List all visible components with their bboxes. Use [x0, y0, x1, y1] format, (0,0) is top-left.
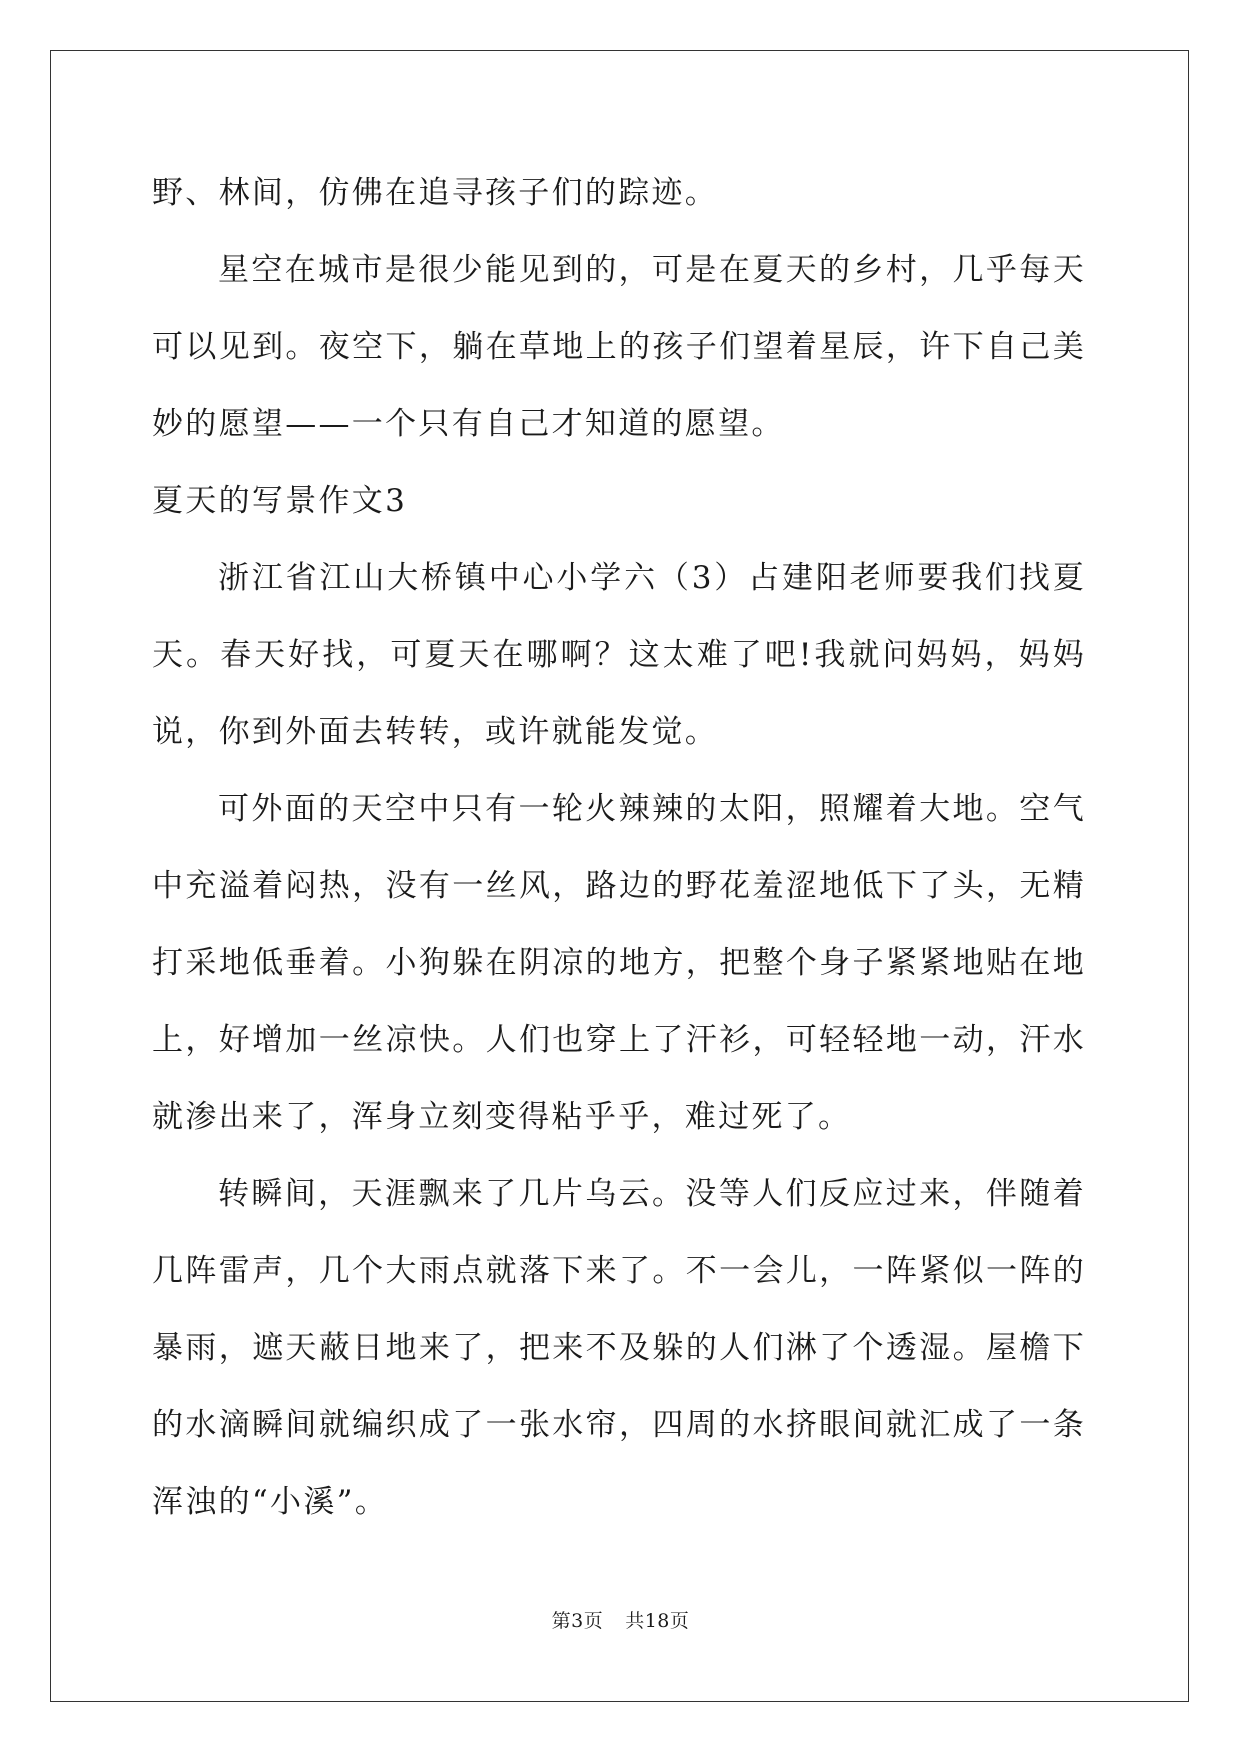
paragraph-2: 星空在城市是很少能见到的，可是在夏天的乡村，几乎每天可以见到。夜空下，躺在草地上的孩子们望着星辰，许下自己美妙的愿望——一个只有自己才知道的愿望。: [152, 252, 1086, 442]
document-body: [152, 155, 1086, 1541]
paragraph-3: 浙江省江山大桥镇中心小学六（3）占建阳老师要我们找夏天。春天好找，可夏天在哪啊？这太难了吧!我就问妈妈，妈妈说，你到外面去转转，或许就能发觉。: [152, 560, 1086, 750]
paragraph-4: 可外面的天空中只有一轮火辣辣的太阳，照耀着大地。空气中充溢着闷热，没有一丝风，路边的野花羞涩地低下了头，无精打采地低垂着。小狗躲在阴凉的地方，把整个身子紧紧地贴在地上，好增加一丝凉快。人们也穿上了汗衫，可轻轻地一动，汗水就渗出来了，浑身立刻变得粘乎乎，难过死了。: [152, 791, 1086, 1135]
page-footer: [0, 1606, 1241, 1633]
section-heading: 夏天的写景作文3: [152, 483, 408, 519]
paragraph-5: 转瞬间，天涯飘来了几片乌云。没等人们反应过来，伴随着几阵雷声，几个大雨点就落下来了。不一会儿，一阵紧似一阵的暴雨，遮天蔽日地来了，把来不及躲的人们淋了个透湿。屋檐下的水滴瞬间就编织成了一张水帘，四周的水挤眼间就汇成了一条浑浊的“小溪”。: [152, 1176, 1086, 1520]
paragraph-1: 野、林间，仿佛在追寻孩子们的踪迹。: [152, 175, 719, 211]
page-total: 共18页: [625, 1610, 690, 1632]
page-number: 第3页: [551, 1610, 604, 1632]
